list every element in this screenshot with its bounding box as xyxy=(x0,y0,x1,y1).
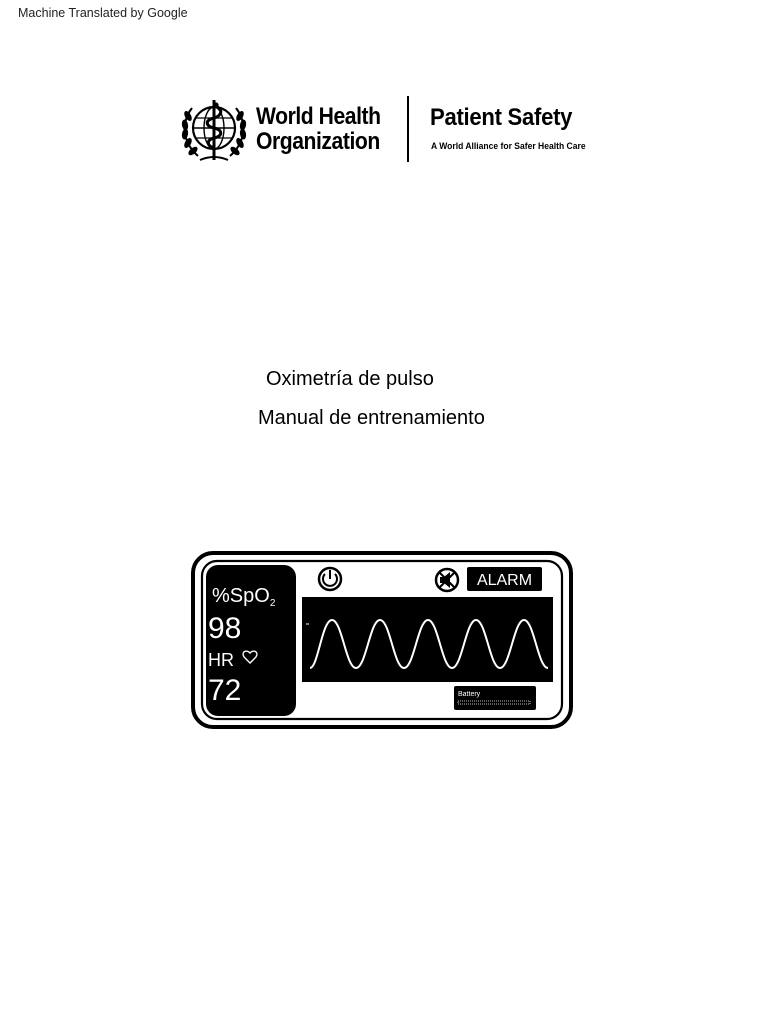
machine-translation-banner: Machine Translated by Google xyxy=(18,6,188,20)
battery-label: Battery xyxy=(458,691,481,698)
alarm-mute-icon xyxy=(436,569,458,591)
who-wordmark-line2: Organization xyxy=(256,128,380,155)
program-subtitle: A World Alliance for Safer Health Care xyxy=(431,141,586,151)
spo2-label: %SpO$_2$ xyxy=(212,585,276,609)
spo2-value: 98 xyxy=(208,612,242,645)
logo-divider xyxy=(407,96,409,162)
spo2-subscript: 2 xyxy=(269,598,276,609)
battery-panel xyxy=(454,686,536,710)
who-wordmark xyxy=(256,104,381,154)
pulse-oximeter-illustration xyxy=(190,550,574,730)
who-emblem-icon xyxy=(178,94,250,166)
hr-value: 72 xyxy=(208,674,242,707)
program-title: Patient Safety xyxy=(430,104,573,131)
who-wordmark-line1: World Health xyxy=(256,103,381,130)
alarm-label: ALARM xyxy=(476,572,533,589)
document-subtitle: Manual de entrenamiento xyxy=(258,407,485,429)
document-title: Oximetría de pulso xyxy=(266,368,434,390)
hr-label: HR xyxy=(208,650,234,670)
power-icon xyxy=(319,568,341,590)
waveform-screen xyxy=(302,597,553,682)
